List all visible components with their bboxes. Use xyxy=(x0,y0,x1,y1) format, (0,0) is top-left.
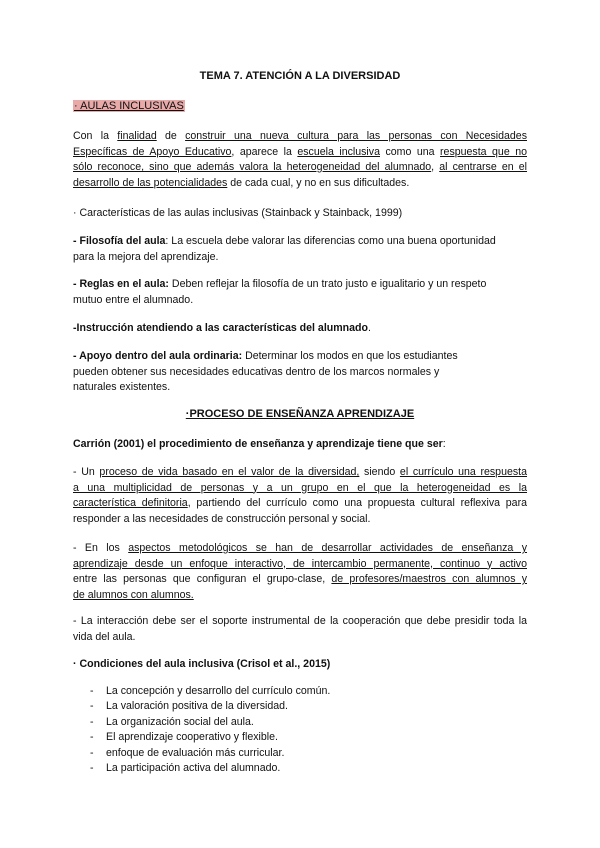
list-item: - La organización social del aula. xyxy=(90,715,254,728)
proceso-paragraph-3: - La interacción debe ser el soporte instrumental de la cooperación que debe presidir toda la vida del aula. xyxy=(73,615,527,643)
carrion-heading: Carrión (2001) el procedimiento de enseñanza y aprendizaje tiene que ser: xyxy=(73,438,446,450)
document-title: TEMA 7. ATENCIÓN A LA DIVERSIDAD xyxy=(199,70,401,82)
proceso-paragraph-2: - En los aspectos metodológicos se han de desarrollar actividades de enseñanza y aprendizaje desde un enfoque interactivo, de intercambio permanente, continuo y activo entre las personas que configuran el grupo-clase, de profesores/maestros con alumnos y de alumnos con alumnos. xyxy=(73,542,528,601)
intro-line-3: sólo reconoce, sino que además valora la heterogeneidad del alumnado, al centrarse en el xyxy=(73,161,528,173)
intro-line-1: Con la finalidad de construir una nueva cultura para las personas con Necesidades xyxy=(73,130,527,142)
list-item: - El aprendizaje cooperativo y flexible. xyxy=(90,731,278,744)
list-item: - La concepción y desarrollo del currículo común. xyxy=(90,685,331,697)
instruccion-paragraph: -Instrucción atendiendo a las características del alumnado. xyxy=(73,322,371,334)
section-heading-aulas-inclusivas: · AULAS INCLUSIVAS xyxy=(74,100,184,112)
characteristics-label: · Características de las aulas inclusivas (Stainback y Stainback, 1999) xyxy=(73,207,403,219)
intro-paragraph xyxy=(73,129,527,191)
list-item: - enfoque de evaluación más curricular. xyxy=(90,746,285,759)
conditions-heading: · Condiciones del aula inclusiva (Crisol et al., 2015) xyxy=(73,658,331,670)
proceso-paragraph-1: - Un proceso de vida basado en el valor de la diversidad, siendo el currículo una respuesta a una multiplicidad de personas y a un grupo en el que la heterogeneidad es la característica definitoria, partiendo del currículo como una propuesta cultural reflexiva para responder a las necesidades de construcción personal y social. xyxy=(73,466,527,525)
intro-line-4: desarrollo de las potencialidades de cada cual, y no en sus dificultades. xyxy=(73,176,410,189)
filosofia-paragraph: - Filosofía del aula: La escuela debe valorar las diferencias como una buena oportunidad para la mejora del aprendizaje. xyxy=(73,235,496,263)
reglas-paragraph: - Reglas en el aula: Deben reflejar la filosofía de un trato justo e igualitario y un respeto mutuo entre el alumnado. xyxy=(73,278,487,306)
list-item: - La valoración positiva de la diversidad. xyxy=(90,700,288,713)
apoyo-paragraph: - Apoyo dentro del aula ordinaria: Determinar los modos en que los estudiantes pueden obtener sus necesidades educativas dentro de los marcos normales y naturales existentes. xyxy=(73,350,458,393)
conditions-list xyxy=(73,684,473,776)
intro-line-2: Específicas de Apoyo Educativo, aparece la escuela inclusiva como una respuesta que no xyxy=(73,145,527,158)
list-item: - La participación activa del alumnado. xyxy=(90,762,281,775)
section-heading-proceso: ·PROCESO DE ENSEÑANZA APRENDIZAJE xyxy=(185,408,415,420)
